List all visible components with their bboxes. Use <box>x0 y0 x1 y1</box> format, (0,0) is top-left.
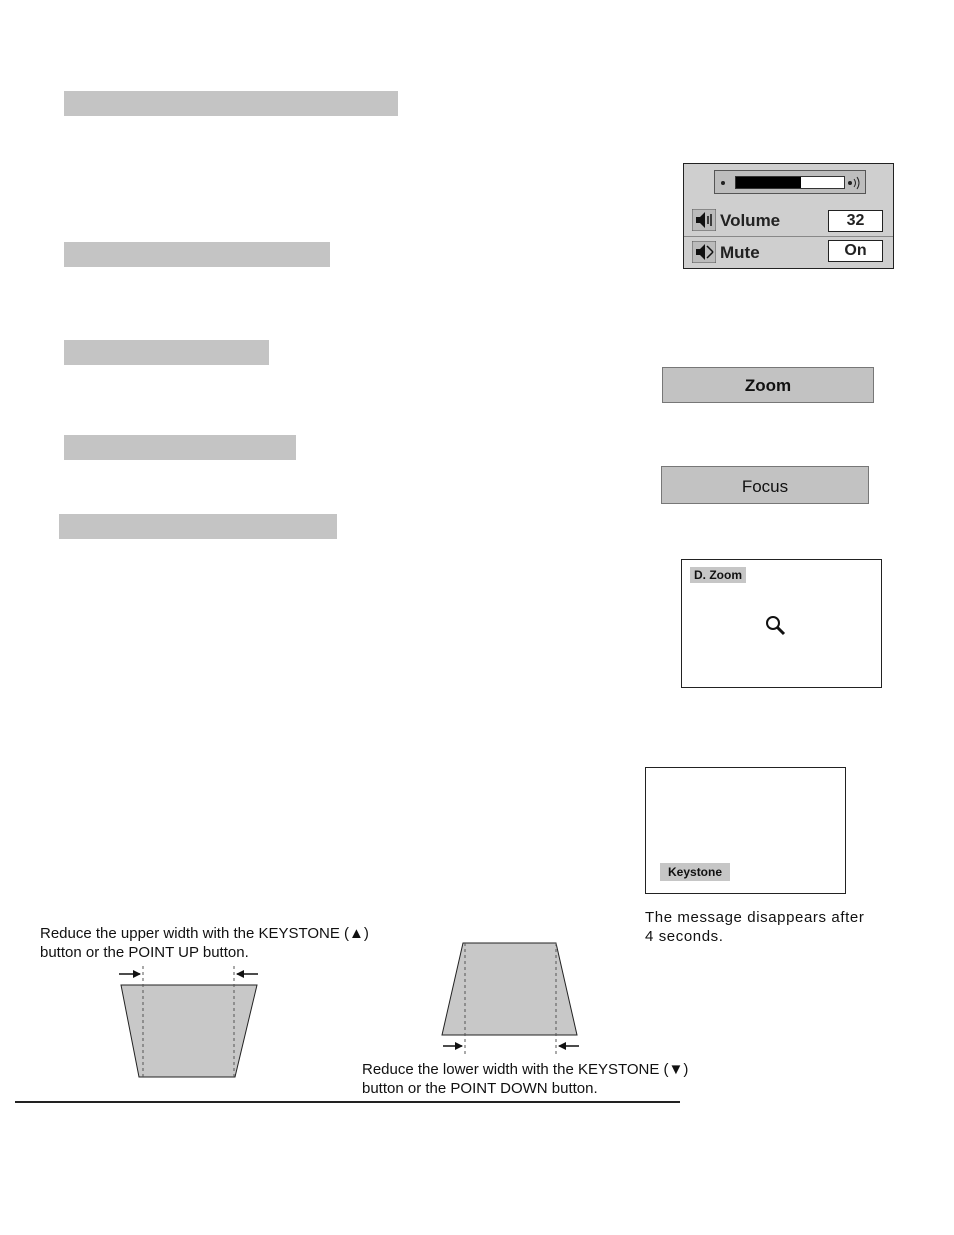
volume-slider[interactable] <box>714 170 866 194</box>
zoom-button[interactable]: Zoom <box>662 367 874 403</box>
section-heading-bar <box>64 91 398 116</box>
arrow-left-icon <box>558 1042 579 1050</box>
arrow-left-icon <box>236 970 258 978</box>
focus-button[interactable]: Focus <box>661 466 869 504</box>
speaker-muted-icon <box>692 241 716 263</box>
arrow-right-icon <box>443 1042 463 1050</box>
volume-row[interactable] <box>688 206 891 236</box>
mute-row[interactable] <box>688 238 891 268</box>
volume-track[interactable] <box>735 176 845 189</box>
divider <box>684 236 893 237</box>
section-heading-bar <box>59 514 337 539</box>
keystone-message-caption: The message disappears after 4 seconds. <box>645 909 865 945</box>
horizontal-rule <box>15 1101 680 1103</box>
volume-label: Volume <box>720 211 781 230</box>
dzoom-screen <box>681 559 882 688</box>
mute-label: Mute <box>720 243 760 262</box>
lower-width-caption: Reduce the lower width with the KEYSTONE (▼) button or the POINT DOWN button. <box>362 1061 689 1097</box>
upper-keystone-trapezoid <box>121 985 257 1077</box>
keystone-screen <box>645 767 846 894</box>
lower-keystone-trapezoid <box>442 943 577 1035</box>
volume-panel <box>683 163 894 269</box>
speaker-icon <box>692 209 716 231</box>
upper-width-caption: Reduce the upper width with the KEYSTONE (▲) button or the POINT UP button. <box>40 925 369 961</box>
volume-high-icon <box>847 176 865 190</box>
mute-value: On <box>828 240 883 262</box>
magnifier-icon <box>764 614 788 638</box>
dzoom-label: D. Zoom <box>690 567 746 583</box>
arrow-right-icon <box>119 970 141 978</box>
section-heading-bar <box>64 435 296 460</box>
keystone-label: Keystone <box>660 863 730 881</box>
volume-fill <box>736 177 801 188</box>
volume-value: 32 <box>828 210 883 232</box>
volume-low-icon <box>719 178 729 188</box>
section-heading-bar <box>64 340 269 365</box>
section-heading-bar <box>64 242 330 267</box>
